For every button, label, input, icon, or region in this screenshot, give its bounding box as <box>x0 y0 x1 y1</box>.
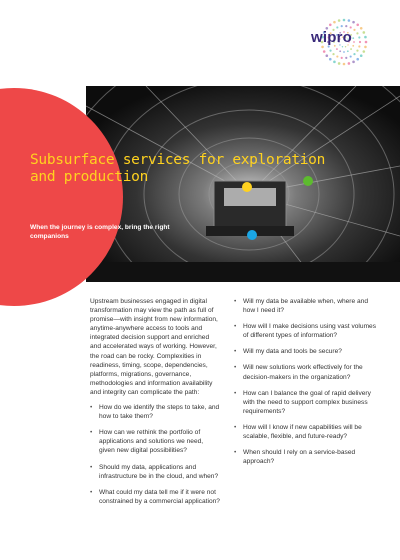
bullet-icon: • <box>234 348 237 356</box>
bullet-icon: • <box>234 298 237 305</box>
bullet-icon: • <box>234 364 237 372</box>
question-item: • How can we rethink the portfolio of applications and solutions we need, given new digital possibilities? <box>90 429 204 455</box>
question-item: • How do we identify the steps to take, and how to take them? <box>90 404 220 421</box>
body-right-column <box>234 297 379 473</box>
question-list-left <box>90 403 220 506</box>
bullet-icon: • <box>90 488 93 496</box>
question-item: • Will new solutions work effectively for the decision-makers in the organization? <box>234 364 363 381</box>
question-item: • What could my data tell me if it were not constrained by a commercial application? <box>90 488 220 505</box>
yellow-marker-dot <box>242 182 252 192</box>
bullet-icon: • <box>234 449 237 457</box>
bullet-icon: • <box>234 389 237 397</box>
question-item: • When should I rely on a service-based approach? <box>234 449 356 466</box>
bullet-icon: • <box>234 423 237 431</box>
bullet-icon: • <box>90 463 93 471</box>
question-item: • Will my data and tools be secure? <box>234 348 342 356</box>
question-item: • How will I make decisions using vast volumes of different types of information? <box>234 323 377 340</box>
page-title: Subsurface services for exploration and production <box>30 152 326 185</box>
wipro-logo-wordmark: wipro <box>311 29 352 46</box>
intro-paragraph: Upstream businesses engaged in digital transformation may view the path as full of promise—with insight from new information, anytime-anywhere access to tools and integrated decision support and enriched and accelerated ways of working. However, the road can be rocky. Complexities in readiness, timing, scope, dependencies, platforms, migrations, governance, methodologies and information availability and integrity can complicate the path: <box>90 298 218 396</box>
question-item: • Should my data, applications and infrastructure be in the cloud, and when? <box>90 463 219 480</box>
page-subtitle: When the journey is complex, bring the right companions <box>30 224 170 240</box>
bullet-icon: • <box>90 429 93 437</box>
question-list-right <box>234 297 379 466</box>
bullet-icon: • <box>234 323 237 331</box>
blue-marker-dot <box>247 230 257 240</box>
question-item: • Will my data be available when, where and how I need it? <box>234 298 368 315</box>
question-item: • How can I balance the goal of rapid delivery with the need to support complex business requirements? <box>234 389 371 415</box>
question-item: • How will I know if new capabilities will be scalable, flexible, and future-ready? <box>234 423 362 441</box>
body-left-column <box>90 297 220 513</box>
green-marker-dot <box>303 176 313 186</box>
bullet-icon: • <box>90 404 93 412</box>
